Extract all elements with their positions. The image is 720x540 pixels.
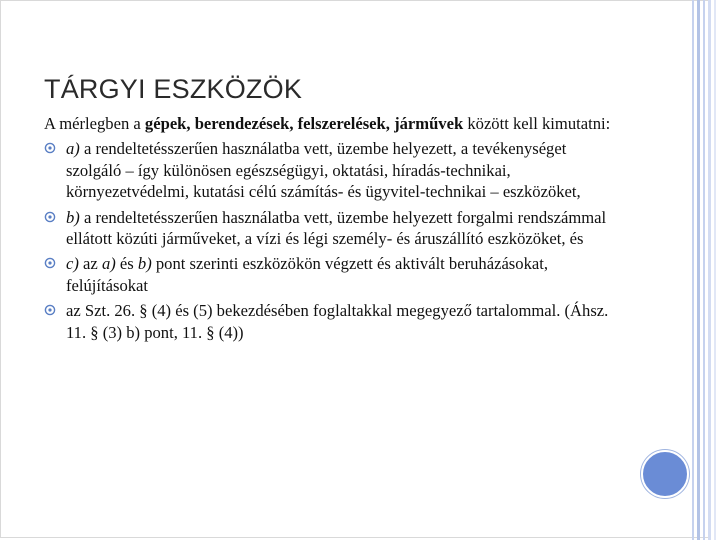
list-item-text: az: [78, 254, 102, 274]
circle-bullet-icon: [44, 257, 56, 269]
list-item-text: a rendeltetésszerűen használatba vett, üzembe helyezett forgalmi rendszámmal ellátott közúti járműveket, a vízi és légi személy- és áruszállító eszközöket, és: [66, 207, 607, 249]
list-item-marker: c): [66, 254, 79, 274]
circle-bullet-icon: [44, 142, 56, 154]
list-item-ref: b): [137, 254, 152, 274]
intro-prefix: A mérlegben a: [44, 114, 145, 133]
list-item: [44, 300, 624, 343]
list-item: [44, 207, 624, 250]
decorative-stripes: [692, 0, 720, 540]
list-item-text: az Szt. 26. § (4) és (5) bekezdésében foglaltakkal megegyező tartalommal. (Áhsz. 11. § (3) b) pont, 11. § (4)): [66, 301, 609, 342]
list-item-marker: a): [66, 139, 80, 159]
slide-body: [44, 113, 624, 347]
list-item-marker: b): [66, 207, 80, 227]
intro-suffix: között kell kimutatni:: [463, 114, 611, 133]
list-item-text: a rendeltetésszerűen használatba vett, üzembe helyezett, a tevékenységet szolgáló – így különösen egészségügyi, oktatási, híradás-technikai, környezetvédelmi, kutatási célú számítás- és ügyvitel-technikai – eszközöket,: [66, 139, 581, 202]
list-item-text: és: [115, 254, 138, 274]
list-item: [44, 138, 624, 202]
list-item-text: pont szerinti eszközökön végzett és aktivált beruházásokat, felújításokat: [66, 254, 548, 295]
slide-title: TÁRGYI ESZKÖZÖK: [44, 74, 303, 104]
intro-paragraph: [44, 113, 624, 134]
circle-bullet-icon: [44, 304, 56, 316]
list-item-ref: a): [101, 254, 116, 274]
decorative-circle-icon: [641, 450, 689, 498]
circle-bullet-icon: [44, 211, 56, 223]
intro-bold: gépek, berendezések, felszerelések, járművek: [144, 114, 464, 133]
list-item: [44, 253, 624, 296]
